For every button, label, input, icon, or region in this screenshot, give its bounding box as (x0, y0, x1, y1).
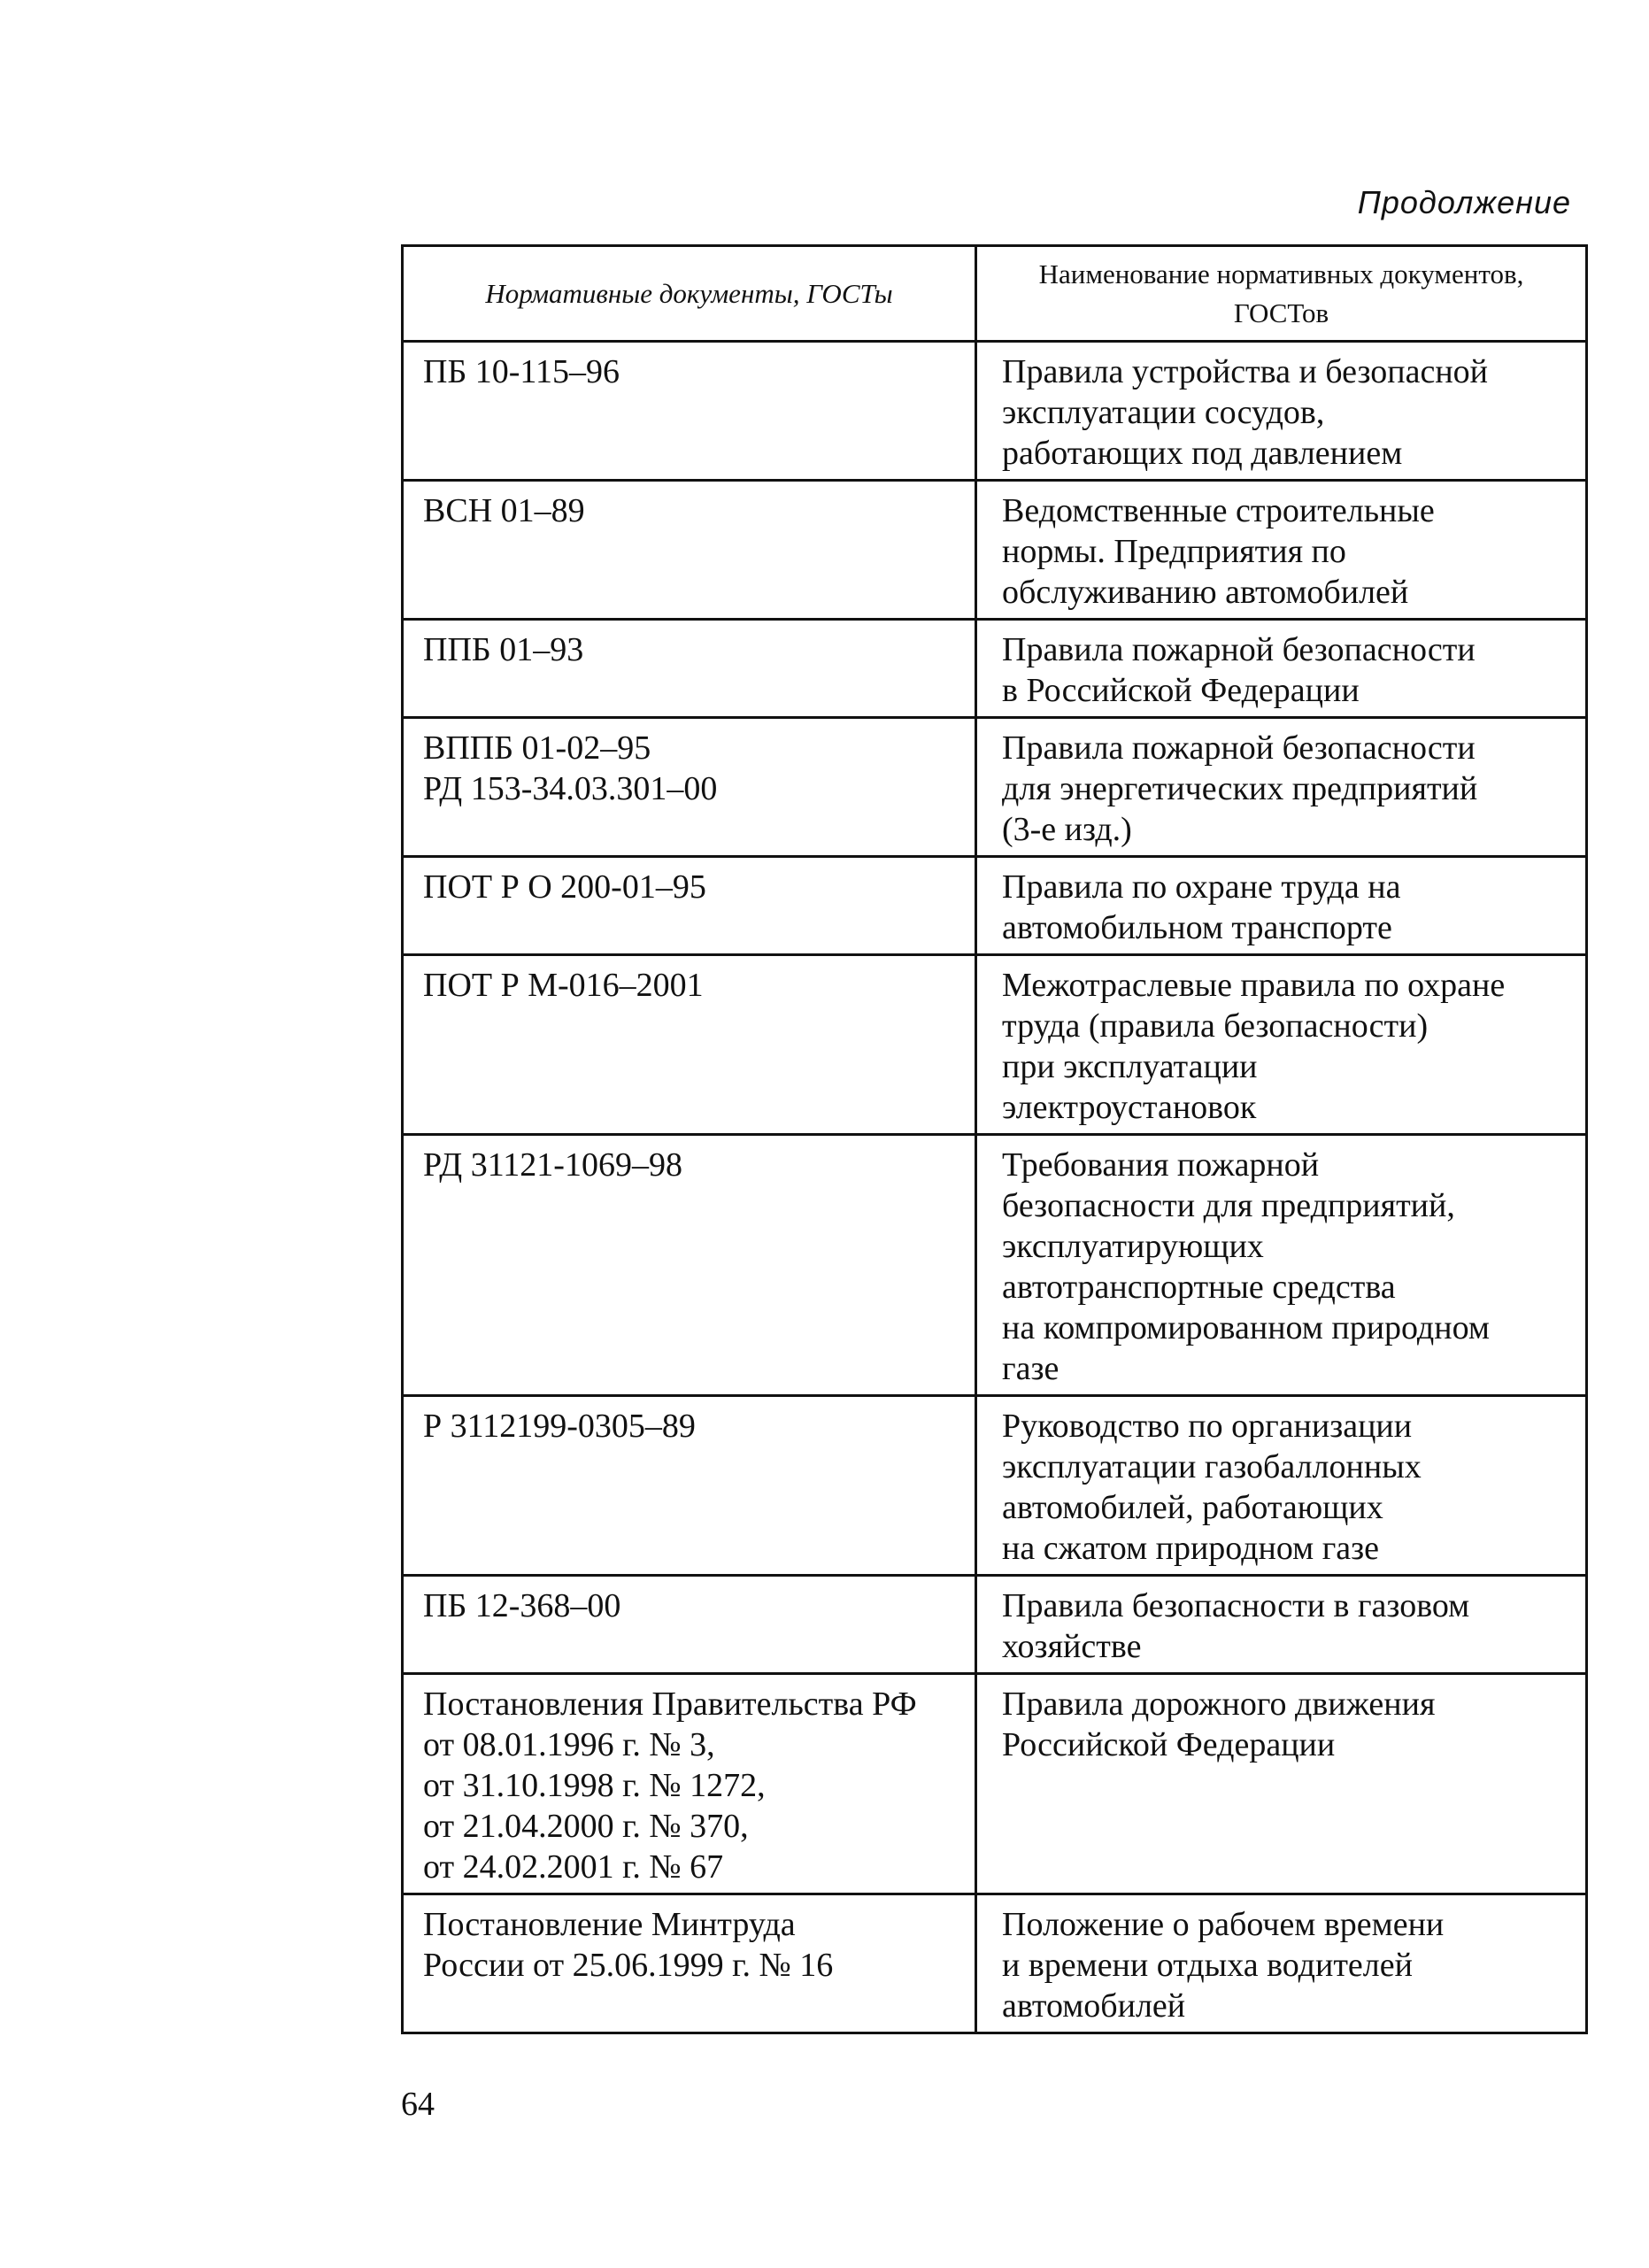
document-code-line: ВППБ 01-02–95 (423, 729, 651, 767)
document-code-line: РД 31121-1069–98 (423, 1146, 682, 1184)
document-name-cell (976, 1576, 1587, 1674)
document-name-cell (976, 1674, 1587, 1894)
document-name-cell (976, 955, 1587, 1135)
document-name-line: Правила устройства и безопасной (1002, 353, 1488, 390)
document-code-cell (403, 1674, 976, 1894)
table-header-row (403, 246, 1587, 342)
document-name-line: Положение о рабочем времени (1002, 1906, 1445, 1943)
column-header-documents: Нормативные документы, ГОСТы (403, 246, 976, 342)
table-row (403, 342, 1587, 481)
document-code-cell (403, 857, 976, 955)
table-body (403, 342, 1587, 2033)
document-name-line: (3-е изд.) (1002, 811, 1132, 848)
document-code-line: ВСН 01–89 (423, 492, 585, 529)
table-row (403, 620, 1587, 718)
document-name-line: автомобилей (1002, 1987, 1186, 2025)
document-code-line: ППБ 01–93 (423, 631, 584, 668)
continuation-label: Продолжение (1357, 184, 1571, 220)
document-name-cell (976, 620, 1587, 718)
document-code-cell (403, 481, 976, 620)
document-name-line: Правила пожарной безопасности (1002, 729, 1476, 767)
document-name-line: Правила безопасности в газовом (1002, 1587, 1470, 1624)
document-name-line: эксплуатации газобаллонных (1002, 1448, 1422, 1485)
document-code-cell (403, 718, 976, 857)
page-number: 64 (401, 2086, 435, 2123)
document-code-line: от 08.01.1996 г. № 3, (423, 1726, 715, 1763)
document-name-line: Правила по охране труда на (1002, 868, 1401, 906)
document-code-line: РД 153-34.03.301–00 (423, 770, 718, 807)
document-name-line: эксплуатации сосудов, (1002, 394, 1325, 431)
table-row (403, 1396, 1587, 1576)
document-code-line: России от 25.06.1999 г. № 16 (423, 1947, 834, 1984)
document-name-line: на сжатом природном газе (1002, 1530, 1380, 1567)
document-name-line: работающих под давлением (1002, 435, 1403, 472)
document-name-line: автотранспортные средства (1002, 1269, 1396, 1306)
document-code-line: Постановления Правительства РФ (423, 1686, 917, 1723)
document-name-line: безопасности для предприятий, (1002, 1187, 1455, 1224)
document-name-line: автомобильном транспорте (1002, 909, 1392, 946)
document-code-cell (403, 342, 976, 481)
document-code-cell (403, 1894, 976, 2033)
document-name-cell (976, 1135, 1587, 1396)
document-code-line: Постановление Минтруда (423, 1906, 796, 1943)
table-row (403, 1135, 1587, 1396)
document-name-line: Требования пожарной (1002, 1146, 1320, 1184)
document-name-line: в Российской Федерации (1002, 672, 1360, 709)
document-code-cell (403, 1576, 976, 1674)
document-name-line: Правила пожарной безопасности (1002, 631, 1476, 668)
document-code-line: ПОТ Р О 200-01–95 (423, 868, 706, 906)
document-name-line: хозяйстве (1002, 1628, 1142, 1665)
table-row (403, 1894, 1587, 2033)
document-name-line: труда (правила безопасности) (1002, 1007, 1429, 1045)
column-header-names: Наименование нормативных документов, ГОСТов (976, 246, 1587, 342)
document-name-cell (976, 1396, 1587, 1576)
table-row (403, 1674, 1587, 1894)
document-code-line: Р 3112199-0305–89 (423, 1408, 696, 1445)
document-name-cell (976, 342, 1587, 481)
table-row (403, 955, 1587, 1135)
document-name-line: Межотраслевые правила по охране (1002, 967, 1506, 1004)
document-name-line: Российской Федерации (1002, 1726, 1336, 1763)
document-name-cell (976, 718, 1587, 857)
document-code-line: от 31.10.1998 г. № 1272, (423, 1767, 766, 1804)
document-name-line: обслуживанию автомобилей (1002, 574, 1409, 611)
document-name-line: при эксплуатации (1002, 1048, 1258, 1085)
table-row (403, 718, 1587, 857)
table-row (403, 481, 1587, 620)
normative-documents-table (401, 244, 1588, 2034)
document-name-line: Руководство по организации (1002, 1408, 1413, 1445)
document-code-line: ПБ 12-368–00 (423, 1587, 621, 1624)
document-name-cell (976, 1894, 1587, 2033)
document-code-line: ПОТ Р М-016–2001 (423, 967, 704, 1004)
document-name-line: автомобилей, работающих (1002, 1489, 1383, 1526)
document-name-line: и времени отдыха водителей (1002, 1947, 1413, 1984)
document-name-line: нормы. Предприятия по (1002, 533, 1346, 570)
document-name-line: электроустановок (1002, 1089, 1257, 1126)
document-name-line: эксплуатирующих (1002, 1228, 1264, 1265)
document-code-cell (403, 1396, 976, 1576)
document-code-cell (403, 955, 976, 1135)
document-name-line: на компромированном природном (1002, 1309, 1490, 1346)
document-name-line: Правила дорожного движения (1002, 1686, 1436, 1723)
document-name-cell (976, 857, 1587, 955)
table-row (403, 857, 1587, 955)
document-code-line: от 24.02.2001 г. № 67 (423, 1848, 724, 1886)
document-code-cell (403, 620, 976, 718)
document-name-cell (976, 481, 1587, 620)
table-row (403, 1576, 1587, 1674)
document-name-line: Ведомственные строительные (1002, 492, 1435, 529)
document-code-line: ПБ 10-115–96 (423, 353, 620, 390)
document-name-line: газе (1002, 1350, 1060, 1387)
document-code-line: от 21.04.2000 г. № 370, (423, 1808, 749, 1845)
document-code-cell (403, 1135, 976, 1396)
document-name-line: для энергетических предприятий (1002, 770, 1478, 807)
